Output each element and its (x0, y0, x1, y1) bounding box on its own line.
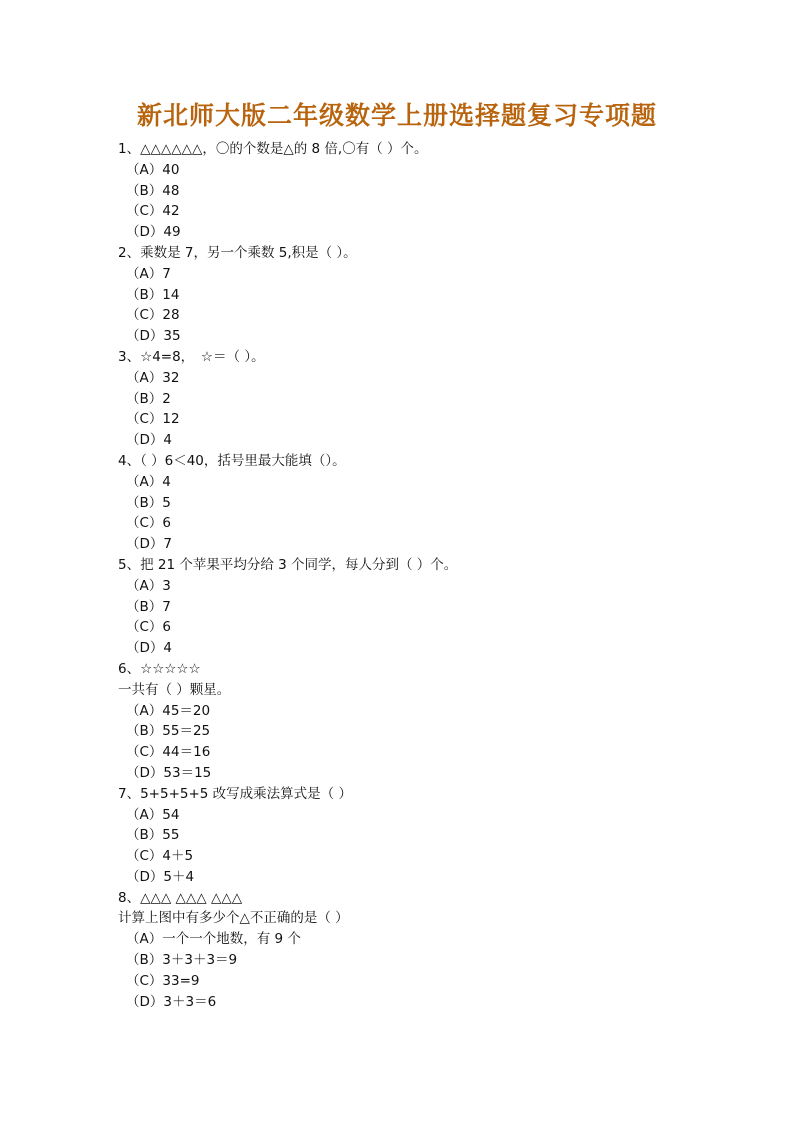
question-4-option-d: （D）7 (126, 536, 172, 553)
question-5-option-c: （C）6 (126, 619, 172, 636)
question-8-option-d: （D）3＋3＝6 (126, 993, 217, 1010)
question-8 (118, 888, 758, 1013)
question-5-option-d: （D）4 (126, 640, 172, 657)
question-7-stem: 7、5+5+5+5 改写成乘法算式是（ ） (118, 785, 352, 802)
question-2-option-b: （B）14 (126, 286, 180, 303)
question-1-option-d: （D）49 (126, 224, 181, 241)
question-7-option-b: （B）55 (126, 827, 180, 844)
question-3-option-c: （C）12 (126, 411, 180, 428)
question-1-option-b: （B）48 (126, 182, 180, 199)
question-6-option-c: （C）44＝16 (126, 744, 211, 761)
question-7 (118, 784, 758, 888)
question-6-option-b: （B）55＝25 (126, 723, 211, 740)
question-5-option-a: （A）3 (126, 577, 171, 594)
question-5 (118, 555, 758, 659)
question-3 (118, 347, 758, 451)
question-8-option-a: （A）一个一个地数，有 9 个 (126, 931, 301, 948)
question-1-option-c: （C）42 (126, 203, 180, 220)
question-8-option-b: （B）3＋3＋3＝9 (126, 952, 238, 969)
question-2-option-c: （C）28 (126, 307, 180, 324)
question-2 (118, 243, 758, 347)
question-4-option-c: （C）6 (126, 515, 172, 532)
question-7-option-c: （C）4＋5 (126, 848, 194, 865)
question-7-option-d: （D）5＋4 (126, 868, 195, 885)
question-2-stem: 2、乘数是 7，另一个乘数 5,积是（ ）。 (118, 244, 357, 261)
question-1-stem: 1、△△△△△△，〇的个数是△的 8 倍,〇有（ ）个。 (118, 141, 428, 157)
question-3-option-b: （B）2 (126, 390, 171, 407)
page-title: 新北师大版二年级数学上册选择题复习专项题 (136, 101, 657, 130)
question-5-stem: 5、把 21 个苹果平均分给 3 个同学，每人分到（ ）个。 (118, 556, 458, 573)
question-5-option-b: （B）7 (126, 598, 171, 615)
question-3-stem: 3、☆4=8， ☆＝（ ）。 (118, 348, 265, 365)
question-4-option-a: （A）4 (126, 473, 171, 490)
question-3-option-d: （D）4 (126, 432, 172, 449)
question-4-stem: 4、（ ）6＜40，括号里最大能填（）。 (118, 452, 346, 469)
question-4-option-b: （B）5 (126, 494, 171, 511)
question-3-option-a: （A）32 (126, 369, 180, 386)
question-list (118, 139, 758, 1012)
question-1 (118, 139, 758, 243)
question-8-option-c: （C）33=9 (126, 972, 200, 989)
question-6-option-d: （D）53＝15 (126, 764, 212, 781)
question-6-option-a: （A）45＝20 (126, 702, 211, 719)
question-2-option-a: （A）7 (126, 265, 171, 282)
question-6-stem: 6、☆☆☆☆☆ (118, 660, 201, 677)
question-6-stem-line-2: 一共有（ ）颗星。 (118, 681, 231, 698)
question-8-stem: 8、△△△ △△△ △△△ (118, 889, 243, 906)
question-7-option-a: （A）54 (126, 806, 180, 823)
question-1-option-a: （A）40 (126, 161, 180, 178)
question-4 (118, 451, 758, 555)
question-8-stem-line-2: 计算上图中有多少个△不正确的是（ ） (118, 910, 349, 927)
question-2-option-d: （D）35 (126, 328, 181, 345)
question-6 (118, 659, 758, 784)
